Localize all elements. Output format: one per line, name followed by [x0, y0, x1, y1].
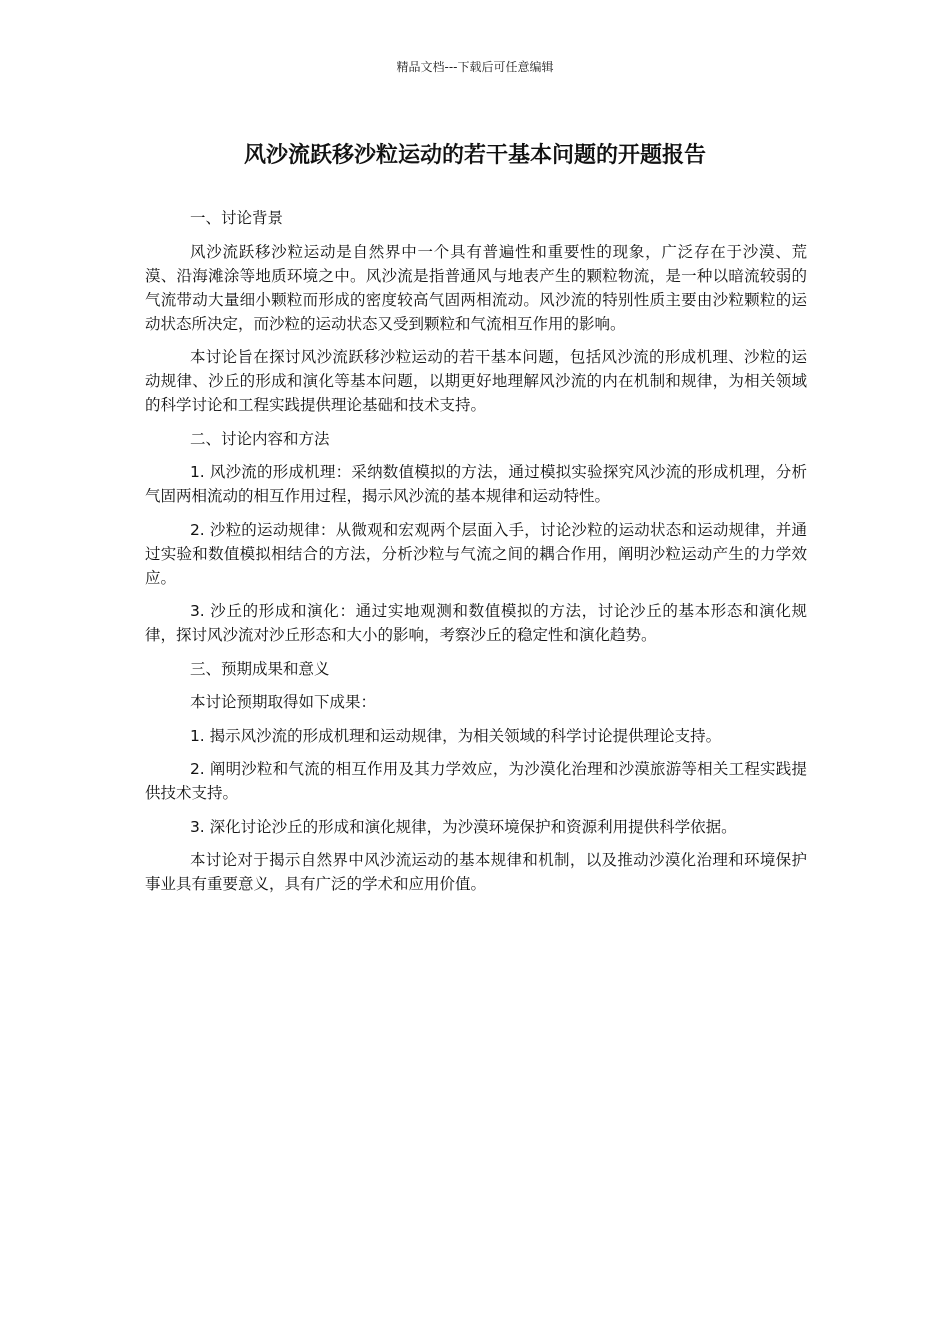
list-item-method-3: 3. 沙丘的形成和演化：通过实地观测和数值模拟的方法，讨论沙丘的基本形态和演化规律，探讨风沙流对沙丘形态和大小的影响，考察沙丘的稳定性和演化趋势。 [145, 602, 807, 644]
paragraph-conclusion: 本讨论对于揭示自然界中风沙流运动的基本规律和机制，以及推动沙漠化治理和环境保护事业具有重要意义，具有广泛的学术和应用价值。 [145, 851, 807, 893]
section-heading-content-methods: 二、讨论内容和方法 [189, 429, 330, 448]
list-item-outcome-1: 1. 揭示风沙流的形成机理和运动规律，为相关领域的科学讨论提供理论支持。 [189, 726, 722, 745]
paragraph-background-2: 本讨论旨在探讨风沙流跃移沙粒运动的若干基本问题，包括风沙流的形成机理、沙粒的运动规律、沙丘的形成和演化等基本问题，以期更好地理解风沙流的内在机制和规律，为相关领域的科学讨论和工程实践提供理论基础和技术支持。 [145, 348, 807, 414]
paragraph-background-1: 风沙流跃移沙粒运动是自然界中一个具有普遍性和重要性的现象，广泛存在于沙漠、荒漠、沿海滩涂等地质环境之中。风沙流是指普通风与地表产生的颗粒物流，是一种以暗流较弱的气流带动大量细小颗粒而形成的密度较高气固两相流动。风沙流的特别性质主要由沙粒颗粒的运动状态所决定，而沙粒的运动状态又受到颗粒和气流相互作用的影响。 [145, 242, 807, 333]
list-item-method-2: 2. 沙粒的运动规律：从微观和宏观两个层面入手，讨论沙粒的运动状态和运动规律，并通过实验和数值模拟相结合的方法，分析沙粒与气流之间的耦合作用，阐明沙粒运动产生的力学效应。 [145, 520, 807, 587]
list-item-method-1: 1. 风沙流的形成机理：采纳数值模拟的方法，通过模拟实验探究风沙流的形成机理，分析气固两相流动的相互作用过程，揭示风沙流的基本规律和运动特性。 [145, 463, 807, 505]
document-body [145, 206, 807, 906]
section-heading-background: 一、讨论背景 [189, 209, 283, 227]
header-note: 精品文档---下载后可任意编辑 [396, 60, 554, 74]
section-heading-outcomes: 三、预期成果和意义 [189, 659, 330, 678]
document-title: 风沙流跃移沙粒运动的若干基本问题的开题报告 [243, 143, 706, 168]
list-item-outcome-2: 2. 阐明沙粒和气流的相互作用及其力学效应，为沙漠化治理和沙漠旅游等相关工程实践提供技术支持。 [145, 760, 807, 802]
list-item-outcome-3: 3. 深化讨论沙丘的形成和演化规律，为沙漠环境保护和资源利用提供科学依据。 [189, 817, 737, 836]
paragraph-outcomes-intro: 本讨论预期取得如下成果： [189, 693, 376, 711]
